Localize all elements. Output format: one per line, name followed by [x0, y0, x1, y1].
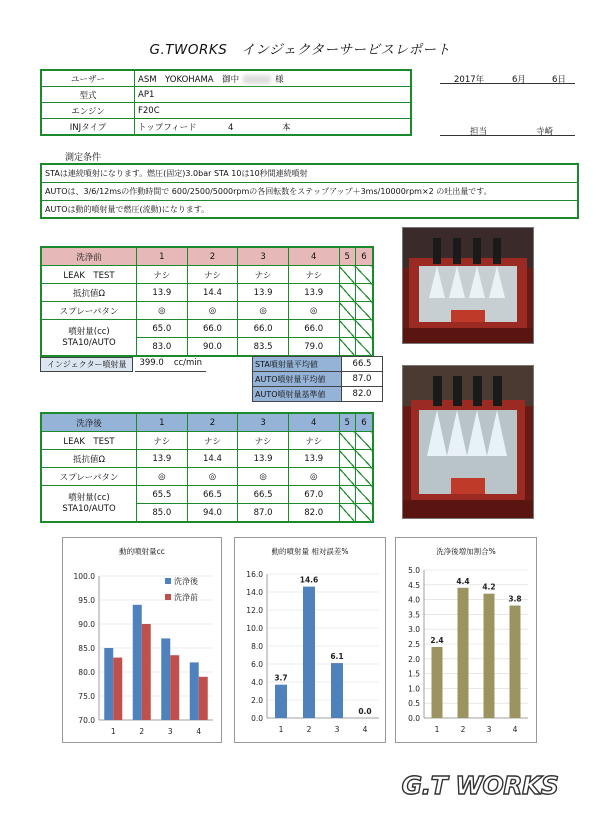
injector-flow — [40, 357, 206, 372]
x-tick-label: 1 — [110, 727, 116, 736]
empty-cell — [355, 504, 373, 523]
y-tick-label: 3.5 — [408, 610, 420, 620]
y-tick-label: 100.0 — [73, 572, 95, 581]
empty-cell — [355, 468, 373, 486]
date-year: 2017年 — [454, 75, 485, 85]
cell: ナシ — [187, 266, 238, 284]
info-row-engine — [41, 103, 411, 119]
empty-cell — [339, 468, 355, 486]
gt-works-logo: G.T WORKS — [401, 771, 559, 800]
chart-title: 動的噴射量cc — [119, 547, 165, 556]
col-header: 2 — [187, 413, 238, 432]
col-header: 2 — [187, 247, 238, 266]
cell: ◎ — [137, 468, 188, 486]
empty-cell — [339, 504, 355, 523]
cell: ナシ — [137, 432, 188, 450]
y-tick-label: 2.0 — [408, 654, 420, 664]
cell: 13.9 — [288, 284, 339, 302]
info-row-user — [41, 70, 411, 87]
info-table — [40, 69, 412, 136]
after-leak-row — [41, 432, 373, 450]
y-tick-label: 4.5 — [408, 580, 420, 590]
after-table — [40, 412, 374, 523]
staff-label: 担当 — [470, 127, 488, 137]
cell: 13.9 — [137, 284, 188, 302]
flow-label: 噴射量(cc) — [68, 326, 110, 337]
bar — [275, 685, 287, 718]
cell: 85.0 — [137, 504, 188, 523]
y-tick-label: 75.0 — [78, 692, 95, 701]
cell: 14.4 — [187, 284, 238, 302]
avg-row — [253, 372, 383, 387]
empty-cell — [339, 486, 355, 504]
empty-cell — [339, 266, 355, 284]
empty-cell — [339, 284, 355, 302]
y-tick-label: 8.0 — [251, 642, 263, 651]
col-header: 6 — [355, 247, 373, 266]
condition-line: AUTOは動的噴射量で燃圧(流動)になります。 — [45, 205, 210, 214]
bar — [104, 648, 113, 720]
before-table — [40, 246, 374, 357]
y-tick-label: 0.5 — [408, 699, 420, 709]
before-resist-row — [41, 284, 373, 302]
cell: ナシ — [288, 432, 339, 450]
y-tick-label: 5.0 — [408, 566, 420, 575]
col-header: 1 — [137, 247, 188, 266]
bar — [170, 655, 179, 720]
after-header-row — [41, 413, 373, 432]
col-header: 4 — [288, 413, 339, 432]
chart-increase — [395, 537, 537, 743]
x-tick-label: 1 — [434, 725, 440, 734]
staff-underline — [440, 135, 575, 136]
cell: 13.9 — [137, 450, 188, 468]
injector-flow-unit: cc/min — [173, 358, 203, 368]
cell: ◎ — [137, 302, 188, 320]
before-sta-row — [41, 320, 373, 338]
data-label: 0.0 — [358, 707, 372, 716]
cell: 94.0 — [187, 504, 238, 523]
legend-label: 洗浄後 — [174, 577, 198, 586]
y-tick-label: 14.0 — [246, 588, 263, 597]
x-tick-label: 4 — [362, 725, 368, 734]
page-title: G.TWORKS インジェクターサービスレポート — [149, 42, 451, 58]
bar — [303, 587, 315, 718]
y-tick-label: 95.0 — [78, 596, 95, 605]
inj-count: 4 — [228, 122, 234, 133]
y-tick-label: 85.0 — [78, 644, 95, 653]
empty-cell — [355, 338, 373, 357]
empty-cell — [355, 432, 373, 450]
y-tick-label: 0.0 — [251, 714, 263, 723]
empty-cell — [355, 486, 373, 504]
bar — [484, 594, 495, 718]
bar — [161, 638, 170, 720]
averages-table — [252, 356, 383, 402]
row-label: スプレーパタン — [41, 468, 137, 486]
cell: ◎ — [288, 468, 339, 486]
chart-flow — [62, 537, 222, 743]
before-spray-row — [41, 302, 373, 320]
y-tick-label: 10.0 — [246, 624, 263, 633]
empty-cell — [339, 338, 355, 357]
bar — [199, 677, 208, 720]
empty-cell — [355, 302, 373, 320]
injector-flow-value: 399.0 — [139, 358, 164, 368]
row-label: 抵抗値Ω — [41, 284, 137, 302]
cell: 83.0 — [137, 338, 188, 357]
chart-title: 動的噴射量 相対誤差% — [271, 547, 349, 556]
avg-label: AUTO噴射量平均値 — [253, 372, 342, 387]
y-tick-label: 80.0 — [78, 668, 95, 677]
cell: ナシ — [238, 266, 289, 284]
col-header: 5 — [339, 413, 355, 432]
legend-swatch — [165, 594, 171, 600]
empty-cell — [339, 302, 355, 320]
after-spray-row — [41, 468, 373, 486]
user-value: ASM YOKOHAMA 御中 — [138, 74, 240, 85]
cell: 65.0 — [137, 320, 188, 338]
x-tick-label: 2 — [139, 727, 145, 736]
col-header: 6 — [355, 413, 373, 432]
y-tick-label: 90.0 — [78, 620, 95, 629]
avg-label: AUTO噴射量基準値 — [253, 387, 342, 402]
info-row-inj — [41, 119, 411, 136]
cell: 83.5 — [238, 338, 289, 357]
data-label: 3.7 — [274, 673, 288, 683]
x-tick-label: 4 — [512, 725, 518, 734]
staff-name: 寺崎 — [536, 127, 554, 137]
before-leak-row — [41, 266, 373, 284]
bar — [133, 605, 142, 720]
chart-increase-svg — [396, 538, 536, 742]
empty-cell — [339, 450, 355, 468]
y-tick-label: 70.0 — [78, 716, 95, 725]
date-underline — [440, 83, 575, 84]
data-label: 3.8 — [508, 594, 522, 604]
chart-flow-svg — [63, 538, 221, 742]
user-suffix: 様 — [275, 74, 284, 85]
chart-error-svg — [235, 538, 385, 742]
y-tick-label: 16.0 — [246, 570, 263, 579]
row-label: LEAK TEST — [41, 266, 137, 284]
cell: 87.0 — [238, 504, 289, 523]
cell: 13.9 — [238, 450, 289, 468]
bar — [510, 606, 521, 718]
y-tick-label: 6.0 — [251, 660, 263, 669]
cell: 79.0 — [288, 338, 339, 357]
y-tick-label: 0.0 — [408, 714, 420, 723]
cell: 90.0 — [187, 338, 238, 357]
data-label: 6.1 — [330, 652, 344, 662]
x-tick-label: 4 — [196, 727, 202, 736]
empty-cell — [355, 266, 373, 284]
y-tick-label: 3.0 — [408, 625, 420, 635]
bar — [113, 658, 122, 720]
redacted-name — [243, 75, 271, 84]
x-tick-label: 3 — [334, 725, 340, 734]
cell: ナシ — [187, 432, 238, 450]
y-tick-label: 12.0 — [246, 606, 263, 615]
bar — [142, 624, 151, 720]
inj-label: INJタイプ — [41, 119, 135, 136]
chart-error — [234, 537, 386, 743]
engine-label: エンジン — [41, 103, 135, 119]
data-label: 4.2 — [482, 582, 496, 592]
y-tick-label: 2.0 — [251, 696, 263, 705]
cell: 65.5 — [137, 486, 188, 504]
bar — [458, 588, 469, 718]
model-label: 型式 — [41, 87, 135, 103]
bar — [190, 662, 199, 720]
empty-cell — [339, 432, 355, 450]
cell: 13.9 — [288, 450, 339, 468]
x-tick-label: 1 — [278, 725, 284, 734]
empty-cell — [355, 320, 373, 338]
avg-row — [253, 357, 383, 372]
y-tick-label: 1.5 — [408, 669, 420, 679]
conditions-box — [40, 163, 579, 219]
date-month: 6月 — [512, 75, 526, 85]
cell: 14.4 — [187, 450, 238, 468]
avg-value: 87.0 — [342, 372, 383, 387]
cell: ナシ — [238, 432, 289, 450]
legend-swatch — [165, 578, 171, 584]
cell: ◎ — [187, 302, 238, 320]
cell: 67.0 — [288, 486, 339, 504]
legend-label: 洗浄前 — [174, 593, 198, 602]
date-day: 6日 — [552, 75, 566, 85]
col-header: 4 — [288, 247, 339, 266]
empty-cell — [355, 284, 373, 302]
cell: ナシ — [137, 266, 188, 284]
cell: 66.5 — [187, 486, 238, 504]
inj-unit: 本 — [282, 122, 291, 133]
cell: ◎ — [238, 468, 289, 486]
avg-label: STA噴射量平均値 — [253, 357, 342, 372]
cell: 66.5 — [238, 486, 289, 504]
data-label: 14.6 — [299, 575, 319, 585]
row-label: 抵抗値Ω — [41, 450, 137, 468]
injector-photo-after — [402, 365, 534, 519]
row-label: スプレーパタン — [41, 302, 137, 320]
col-header: 3 — [238, 413, 289, 432]
condition-line: AUTOは、3/6/12msの作動時間で 600/2500/5000rpmの各回転数をステップアップ＋3ms/10000rpm×2 の吐出量です。 — [42, 183, 577, 201]
after-sta-row — [41, 486, 373, 504]
info-row-model — [41, 87, 411, 103]
model-value: AP1 — [135, 87, 412, 103]
cell: 66.0 — [238, 320, 289, 338]
after-header: 洗浄後 — [41, 413, 137, 432]
x-tick-label: 2 — [306, 725, 312, 734]
y-tick-label: 4.0 — [408, 595, 420, 605]
flow-label-sub: STA10/AUTO — [62, 337, 116, 348]
before-header: 洗浄前 — [41, 247, 137, 266]
flow-label: 噴射量(cc) — [68, 492, 110, 503]
data-label: 4.4 — [456, 576, 470, 586]
y-tick-label: 4.0 — [251, 678, 263, 687]
avg-row — [253, 387, 383, 402]
cell: ナシ — [288, 266, 339, 284]
avg-value: 82.0 — [342, 387, 383, 402]
engine-value: F20C — [135, 103, 412, 119]
cell: 13.9 — [238, 284, 289, 302]
bar — [432, 647, 443, 718]
x-tick-label: 3 — [486, 725, 492, 734]
avg-value: 66.5 — [342, 357, 383, 372]
cell: 66.0 — [288, 320, 339, 338]
injector-flow-label: インジェクター噴射量 — [40, 357, 133, 372]
y-tick-label: 1.0 — [408, 684, 420, 694]
x-tick-label: 3 — [167, 727, 173, 736]
inj-value: トップフィード — [138, 122, 197, 133]
injector-photo-before — [402, 227, 534, 344]
cell: ◎ — [288, 302, 339, 320]
empty-cell — [339, 320, 355, 338]
col-header: 1 — [137, 413, 188, 432]
flow-label-sub: STA10/AUTO — [62, 503, 116, 514]
conditions-heading: 測定条件 — [65, 153, 102, 163]
empty-cell — [355, 450, 373, 468]
x-tick-label: 2 — [460, 725, 466, 734]
cell: 66.0 — [187, 320, 238, 338]
cell: ◎ — [187, 468, 238, 486]
cell: 82.0 — [288, 504, 339, 523]
cell: ◎ — [238, 302, 289, 320]
after-resist-row — [41, 450, 373, 468]
col-header: 5 — [339, 247, 355, 266]
chart-title: 洗浄後増加割合% — [436, 547, 496, 556]
before-header-row — [41, 247, 373, 266]
row-label: LEAK TEST — [41, 432, 137, 450]
y-tick-label: 2.5 — [408, 640, 420, 649]
condition-line: STAは連続噴射になります。燃圧(固定)3.0bar STA 10は10秒間連続噴射 — [42, 165, 577, 183]
bar — [331, 663, 343, 718]
data-label: 2.4 — [430, 635, 444, 645]
col-header: 3 — [238, 247, 289, 266]
user-label: ユーザー — [41, 70, 135, 87]
